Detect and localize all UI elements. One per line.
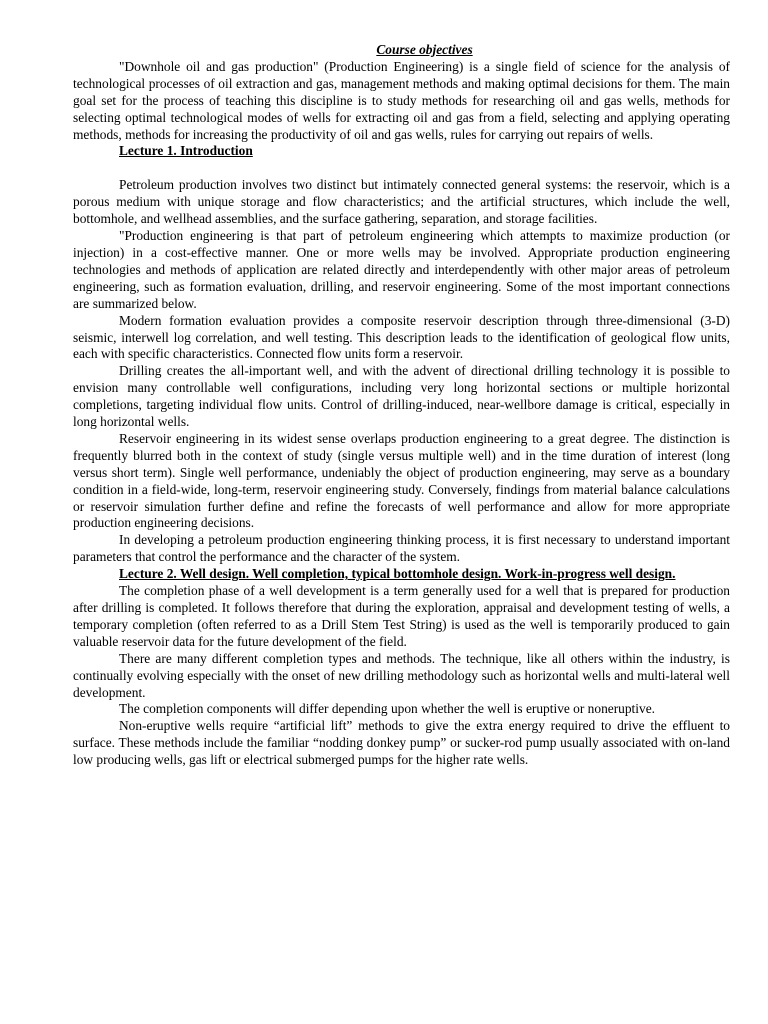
course-objectives-text: "Downhole oil and gas production" (Production Engineering) is a single field of science for the analysis of technological processes of oil extraction and gas, management methods and making optimal decisions for them. The main goal set for the process of teaching this discipline is to study methods for researching oil and gas wells, methods for selecting optimal technological modes of wells for extracting oil and gas from a field, selecting and applying operating methods, methods for increasing the productivity of oil and gas wells, rules for carrying out repairs of wells. xyxy=(73,58,730,142)
lecture-2-paragraph: The completion components will differ depending upon whether the well is eruptive or noneruptive. xyxy=(119,701,655,717)
document-page xyxy=(73,42,730,769)
lecture-2-heading: Lecture 2. Well design. Well completion, typical bottomhole design. Work-in-progress well design. xyxy=(119,566,676,582)
lecture-1-paragraph: Drilling creates the all-important well, and with the advent of directional drilling technology it is possible to envision many controllable well configurations, including very long horizontal sections or multiple horizontal completions, targeting individual flow units. Control of drilling-induced, near-wellbore damage is critical, especially in long horizontal wells. xyxy=(73,363,730,430)
lecture-1-paragraph: Reservoir engineering in its widest sense overlaps production engineering to a great degree. The distinction is frequently blurred both in the context of study (single versus multiple well) and in the time duration of interest (long versus short term). Single well performance, undeniably the object of production engineering, may serve as a boundary condition in a field-wide, long-term, reservoir engineering study. Conversely, findings from material balance calculations or reservoir simulation further define and refine the forecasts of well performance and allow for more appropriate production engineering decisions. xyxy=(73,430,730,531)
lecture-2-paragraph: The completion phase of a well development is a term generally used for a well that is prepared for production after drilling is completed. It follows therefore that during the exploration, appraisal and development testing of wells, a temporary completion (often referred to as a Drill Stem Test String) is used as the well is temporarily produced to gain valuable reservoir data for the future development of the field. xyxy=(73,583,730,649)
lecture-1-paragraph: In developing a petroleum production engineering thinking process, it is first necessary to understand important parameters that control the performance and the character of the system. xyxy=(73,532,730,565)
lecture-2-paragraph: There are many different completion types and methods. The technique, like all others within the industry, is continually evolving especially with the onset of new drilling methodology such as horizontal wells and multi-lateral well development. xyxy=(73,650,730,700)
lecture-1-paragraph: "Production engineering is that part of petroleum engineering which attempts to maximize production (or injection) in a cost-effective manner. One or more wells may be involved. Appropriate production engineering technologies and methods of application are related directly and interdependently with other major areas of petroleum engineering, such as formation evaluation, drilling, and reservoir engineering. Some of the most important connections are summarized below. xyxy=(73,228,730,311)
lecture-1-heading: Lecture 1. Introduction xyxy=(119,143,253,159)
course-objectives-title: Course objectives xyxy=(376,42,473,57)
lecture-2-paragraph: Non-eruptive wells require “artificial lift” methods to give the extra energy required to drive the effluent to surface. These methods include the familiar “nodding donkey pump” or sucker-rod pump usually associated with on-land low producing wells, gas lift or electrical submerged pumps for the higher rate wells. xyxy=(73,718,730,768)
lecture-1-paragraph: Modern formation evaluation provides a composite reservoir description through three-dimensional (3-D) seismic, interwell log correlation, and well testing. This description leads to the identification of geological flow units, each with specific characteristics. Connected flow units form a reservoir. xyxy=(73,312,730,362)
lecture-1-paragraph: Petroleum production involves two distinct but intimately connected general systems: the reservoir, which is a porous medium with unique storage and flow characteristics; and the artificial structures, which include the well, bottomhole, and wellhead assemblies, and the surface gathering, separation, and storage facilities. xyxy=(73,177,730,227)
